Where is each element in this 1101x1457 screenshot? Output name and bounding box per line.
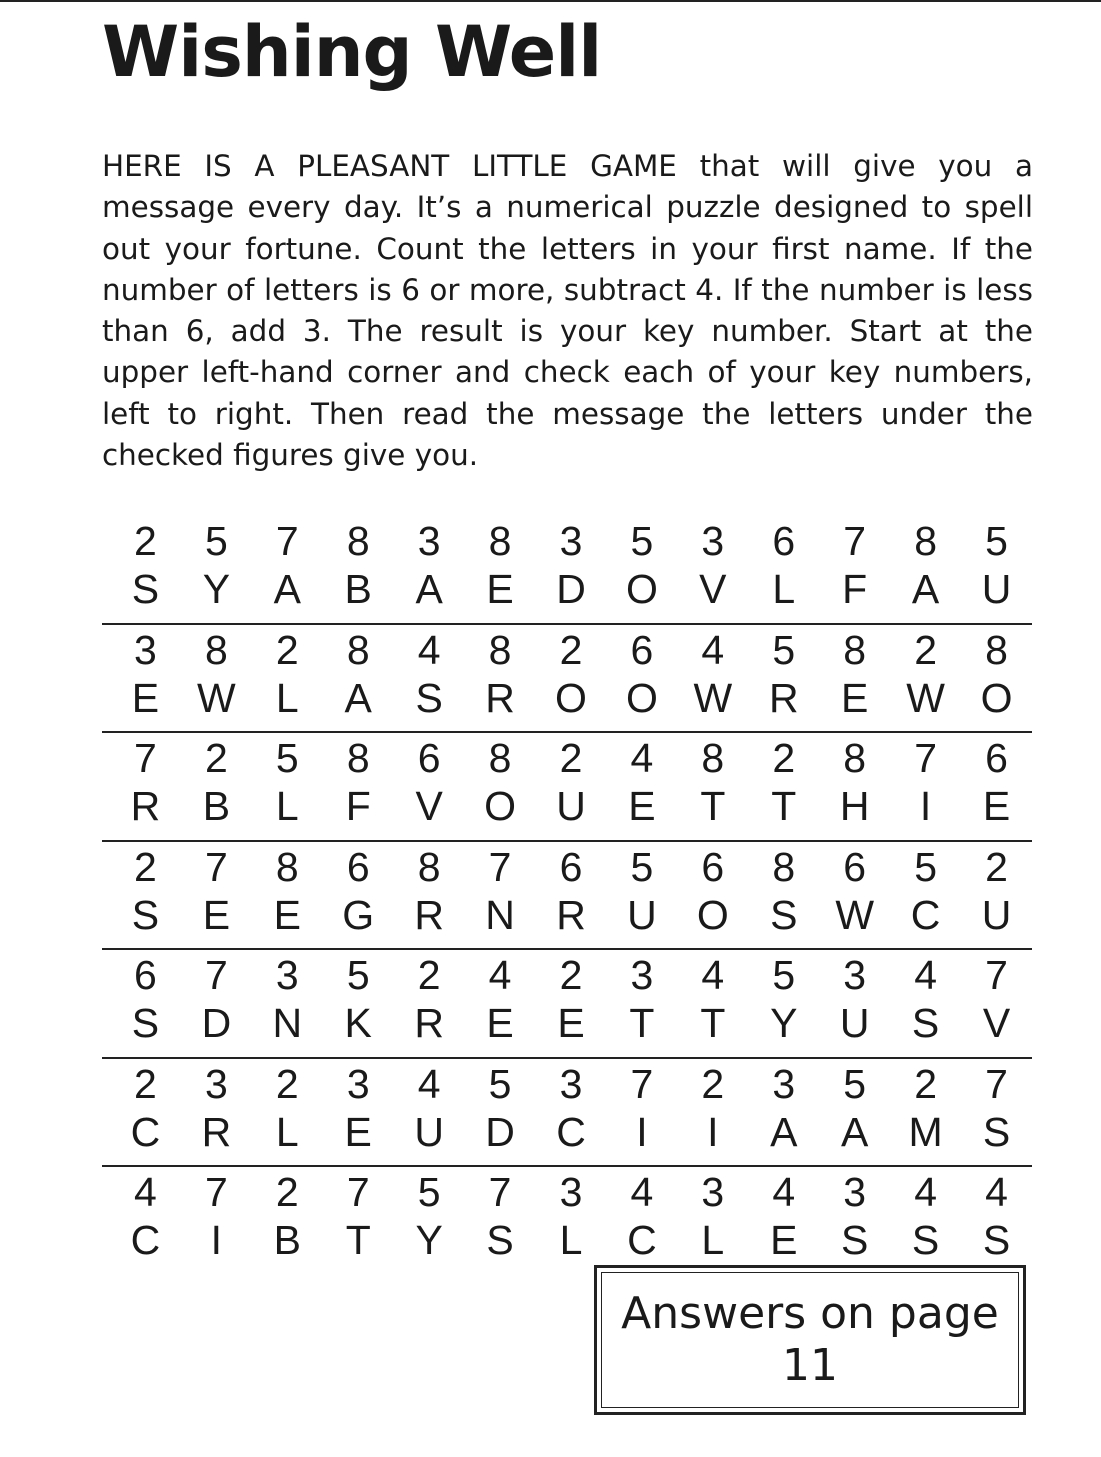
- grid-letter: S: [982, 1108, 1011, 1155]
- grid-letter: D: [556, 566, 586, 612]
- grid-number[interactable]: 8: [843, 735, 867, 781]
- grid-number[interactable]: 3: [701, 1169, 725, 1215]
- grid-number[interactable]: 6: [772, 518, 796, 564]
- grid-number[interactable]: 5: [843, 1060, 867, 1107]
- grid-number[interactable]: 4: [772, 1169, 796, 1215]
- grid-number[interactable]: 2: [772, 735, 796, 781]
- grid-number[interactable]: 5: [275, 735, 299, 781]
- grid-row: [102, 950, 1032, 1059]
- grid-number[interactable]: 3: [559, 1169, 583, 1215]
- grid-number[interactable]: 4: [630, 735, 654, 781]
- grid-letter: O: [696, 891, 729, 938]
- grid-letter: T: [345, 1217, 371, 1263]
- grid-number[interactable]: 3: [772, 1060, 796, 1107]
- grid-letter-line: [110, 564, 1032, 614]
- grid-number[interactable]: 6: [134, 952, 157, 998]
- grid-number[interactable]: 6: [985, 735, 1008, 781]
- grid-number[interactable]: 7: [914, 735, 937, 781]
- grid-letter: S: [131, 891, 160, 938]
- grid-letter: R: [201, 1108, 232, 1155]
- grid-number[interactable]: 6: [701, 843, 725, 890]
- grid-letter: U: [839, 1000, 870, 1046]
- grid-number[interactable]: 5: [630, 843, 654, 890]
- grid-number[interactable]: 2: [914, 626, 937, 673]
- grid-number[interactable]: 8: [346, 626, 370, 673]
- grid-letter: R: [130, 783, 161, 829]
- grid-letter: O: [625, 674, 658, 721]
- grid-number[interactable]: 4: [417, 1060, 441, 1107]
- page-title: Wishing Well: [102, 11, 602, 93]
- grid-number[interactable]: 6: [630, 626, 654, 673]
- grid-letter: D: [201, 1000, 232, 1046]
- grid-number[interactable]: 5: [630, 518, 654, 564]
- grid-letter: E: [486, 566, 514, 612]
- grid-number[interactable]: 8: [914, 518, 937, 564]
- grid-number[interactable]: 3: [204, 1060, 228, 1107]
- grid-letter-line: [110, 998, 1032, 1048]
- grid-letter: N: [272, 1000, 303, 1046]
- grid-letter: K: [344, 1000, 372, 1046]
- grid-letter: E: [628, 783, 656, 829]
- grid-letter: I: [636, 1108, 648, 1155]
- grid-letter: E: [557, 1000, 585, 1046]
- grid-letter: E: [131, 674, 160, 721]
- grid-number[interactable]: 8: [488, 735, 512, 781]
- grid-letter: S: [911, 1217, 940, 1263]
- grid-letter: G: [342, 891, 375, 938]
- grid-number[interactable]: 5: [772, 626, 796, 673]
- grid-letter: W: [197, 674, 236, 721]
- grid-number[interactable]: 7: [204, 843, 228, 890]
- grid-number[interactable]: 2: [275, 626, 299, 673]
- grid-number[interactable]: 5: [346, 952, 370, 998]
- grid-number[interactable]: 3: [134, 626, 157, 673]
- grid-letter: E: [486, 1000, 514, 1046]
- grid-letter: I: [707, 1108, 719, 1155]
- grid-letter-line: [110, 781, 1032, 831]
- grid-number[interactable]: 4: [914, 952, 937, 998]
- grid-letter: T: [771, 783, 797, 829]
- grid-number-line: [110, 842, 1032, 892]
- grid-number-line: [110, 625, 1032, 675]
- grid-number[interactable]: 5: [417, 1169, 441, 1215]
- grid-number[interactable]: 3: [843, 1169, 867, 1215]
- grid-letter: O: [555, 674, 587, 721]
- grid-number[interactable]: 6: [843, 843, 867, 890]
- grid-letter: C: [910, 891, 941, 938]
- grid-letter: E: [202, 891, 231, 938]
- grid-number[interactable]: 2: [134, 843, 157, 890]
- grid-letter: E: [273, 891, 301, 938]
- grid-letter: E: [344, 1108, 372, 1155]
- grid-letter: D: [485, 1108, 515, 1155]
- grid-letter: U: [627, 891, 657, 938]
- grid-number[interactable]: 3: [843, 952, 867, 998]
- grid-row: [102, 516, 1032, 625]
- grid-number[interactable]: 3: [417, 518, 441, 564]
- grid-letter: S: [841, 1217, 869, 1263]
- grid-number[interactable]: 2: [985, 843, 1008, 890]
- grid-number[interactable]: 2: [275, 1060, 299, 1107]
- grid-letter: C: [130, 1217, 161, 1263]
- grid-number[interactable]: 4: [701, 626, 725, 673]
- grid-number[interactable]: 2: [559, 952, 583, 998]
- grid-letter: W: [906, 674, 945, 721]
- grid-row: [102, 625, 1032, 734]
- grid-number[interactable]: 8: [346, 518, 370, 564]
- grid-number[interactable]: 8: [843, 626, 867, 673]
- grid-number[interactable]: 2: [701, 1060, 725, 1107]
- grid-letter: N: [485, 891, 515, 938]
- grid-letter: C: [627, 1217, 657, 1263]
- grid-number-line: [110, 1167, 1032, 1217]
- grid-letter: T: [700, 1000, 726, 1046]
- grid-number[interactable]: 8: [985, 626, 1008, 673]
- grid-letter: V: [982, 1000, 1011, 1046]
- grid-number[interactable]: 3: [346, 1060, 370, 1107]
- grid-row: [102, 1167, 1032, 1274]
- grid-number-line: [110, 516, 1032, 566]
- grid-letter: E: [770, 1217, 798, 1263]
- grid-letter: S: [911, 1000, 940, 1046]
- grid-number[interactable]: 5: [985, 518, 1008, 564]
- grid-letter: R: [556, 891, 586, 938]
- grid-letter: L: [275, 1108, 299, 1155]
- grid-number[interactable]: 7: [488, 843, 512, 890]
- grid-letter: L: [275, 783, 299, 829]
- grid-letter: T: [700, 783, 726, 829]
- grid-letter: M: [908, 1108, 943, 1155]
- grid-number[interactable]: 7: [275, 518, 299, 564]
- grid-number[interactable]: 4: [134, 1169, 157, 1215]
- grid-number[interactable]: 8: [417, 843, 441, 890]
- grid-letter: A: [344, 674, 372, 721]
- answers-page-number: 11: [782, 1340, 838, 1391]
- grid-number[interactable]: 5: [204, 518, 228, 564]
- grid-number[interactable]: 8: [488, 626, 512, 673]
- grid-number[interactable]: 2: [134, 1060, 157, 1107]
- grid-letter: O: [625, 566, 658, 612]
- grid-letter: L: [772, 566, 796, 612]
- grid-number[interactable]: 7: [985, 1060, 1008, 1107]
- grid-number[interactable]: 2: [204, 735, 228, 781]
- grid-number[interactable]: 4: [985, 1169, 1008, 1215]
- grid-letter: B: [273, 1217, 301, 1263]
- grid-number[interactable]: 4: [701, 952, 725, 998]
- grid-number[interactable]: 2: [134, 518, 157, 564]
- grid-letter: O: [484, 783, 517, 829]
- grid-letter: A: [911, 566, 940, 612]
- grid-letter: W: [693, 674, 733, 721]
- grid-number[interactable]: 3: [275, 952, 299, 998]
- grid-letter: A: [273, 566, 301, 612]
- grid-number[interactable]: 7: [843, 518, 867, 564]
- top-rule: [0, 0, 1101, 2]
- grid-letter: R: [414, 891, 444, 938]
- grid-number[interactable]: 7: [985, 952, 1008, 998]
- grid-number[interactable]: 4: [914, 1169, 937, 1215]
- grid-letter: A: [841, 1108, 869, 1155]
- grid-number[interactable]: 8: [275, 843, 299, 890]
- grid-letter: E: [982, 783, 1011, 829]
- grid-letter: F: [842, 566, 868, 612]
- grid-number[interactable]: 2: [417, 952, 441, 998]
- grid-number[interactable]: 4: [630, 1169, 654, 1215]
- grid-number-line: [110, 950, 1032, 1000]
- answers-label: Answers on page: [621, 1288, 999, 1339]
- grid-number[interactable]: 8: [772, 843, 796, 890]
- grid-number[interactable]: 4: [417, 626, 441, 673]
- number-letter-grid: [102, 516, 1032, 1274]
- grid-letter: Y: [770, 1000, 798, 1046]
- grid-letter: C: [130, 1108, 161, 1155]
- grid-number[interactable]: 6: [559, 843, 583, 890]
- answers-box: [594, 1265, 1026, 1415]
- grid-letter-line: [110, 673, 1032, 723]
- grid-letter: S: [415, 674, 443, 721]
- grid-number[interactable]: 8: [701, 735, 725, 781]
- instructions-paragraph: HERE IS A PLEASANT LITTLE GAME that will give you a message every day. It’s a numerical puzzle designed to spell out your fortune. Count the letters in your first name. If the number of letters is 6 or more, subtract 4. If the number is less than 6, add 3. The result is your key number. Start at the upper left-​hand corner and check each of your key numbers, left to right. Then read the message the letters under the checked figures give you.: [102, 149, 1033, 473]
- grid-letter: S: [982, 1217, 1011, 1263]
- grid-letter: F: [345, 783, 371, 829]
- grid-letter-line: [110, 1215, 1032, 1265]
- grid-letter-line: [110, 1107, 1032, 1157]
- grid-letter: U: [414, 1108, 444, 1155]
- grid-number-line: [110, 1059, 1032, 1109]
- grid-letter: H: [839, 783, 870, 829]
- grid-letter: L: [559, 1217, 583, 1263]
- grid-number[interactable]: 8: [488, 518, 512, 564]
- grid-letter-line: [110, 890, 1032, 940]
- grid-letter: L: [701, 1217, 725, 1263]
- grid-letter: E: [841, 674, 869, 721]
- grid-letter: U: [556, 783, 586, 829]
- grid-number[interactable]: 7: [204, 1169, 228, 1215]
- grid-row: [102, 1059, 1032, 1168]
- grid-number[interactable]: 2: [559, 626, 583, 673]
- grid-letter: I: [210, 1217, 223, 1263]
- grid-letter: U: [981, 891, 1012, 938]
- grid-number[interactable]: 6: [346, 843, 370, 890]
- grid-letter: R: [485, 674, 515, 721]
- grid-letter: A: [415, 566, 443, 612]
- grid-number[interactable]: 2: [559, 735, 583, 781]
- grid-number[interactable]: 7: [134, 735, 157, 781]
- grid-number[interactable]: 5: [488, 1060, 512, 1107]
- grid-letter: C: [556, 1108, 586, 1155]
- grid-number[interactable]: 5: [914, 843, 937, 890]
- answers-box-inner: [601, 1272, 1019, 1408]
- grid-letter: Y: [415, 1217, 443, 1263]
- grid-number[interactable]: 7: [488, 1169, 512, 1215]
- grid-number[interactable]: 8: [204, 626, 228, 673]
- grid-letter: I: [919, 783, 932, 829]
- grid-number[interactable]: 4: [488, 952, 512, 998]
- grid-letter: R: [768, 674, 799, 721]
- grid-number-line: [110, 733, 1032, 783]
- grid-number[interactable]: 7: [630, 1060, 654, 1107]
- grid-number[interactable]: 8: [346, 735, 370, 781]
- grid-number[interactable]: 5: [772, 952, 796, 998]
- grid-letter: V: [415, 783, 443, 829]
- grid-letter: V: [699, 566, 727, 612]
- grid-letter: T: [629, 1000, 655, 1046]
- grid-letter: L: [275, 674, 299, 721]
- grid-number[interactable]: 7: [346, 1169, 370, 1215]
- grid-letter: B: [202, 783, 231, 829]
- grid-letter: W: [835, 891, 875, 938]
- grid-letter: S: [131, 566, 160, 612]
- grid-row: [102, 842, 1032, 951]
- grid-letter: S: [770, 891, 798, 938]
- grid-number[interactable]: 2: [275, 1169, 299, 1215]
- grid-number[interactable]: 7: [204, 952, 228, 998]
- grid-number[interactable]: 3: [630, 952, 654, 998]
- grid-number[interactable]: 3: [701, 518, 725, 564]
- grid-letter: B: [344, 566, 372, 612]
- grid-number[interactable]: 3: [559, 1060, 583, 1107]
- grid-row: [102, 733, 1032, 842]
- grid-letter: S: [131, 1000, 160, 1046]
- grid-letter: O: [980, 674, 1013, 721]
- grid-number[interactable]: 6: [417, 735, 441, 781]
- grid-letter: A: [770, 1108, 798, 1155]
- grid-letter: S: [486, 1217, 514, 1263]
- grid-number[interactable]: 2: [914, 1060, 937, 1107]
- grid-letter: R: [414, 1000, 444, 1046]
- grid-letter: Y: [202, 566, 231, 612]
- grid-number[interactable]: 3: [559, 518, 583, 564]
- grid-letter: U: [981, 566, 1012, 612]
